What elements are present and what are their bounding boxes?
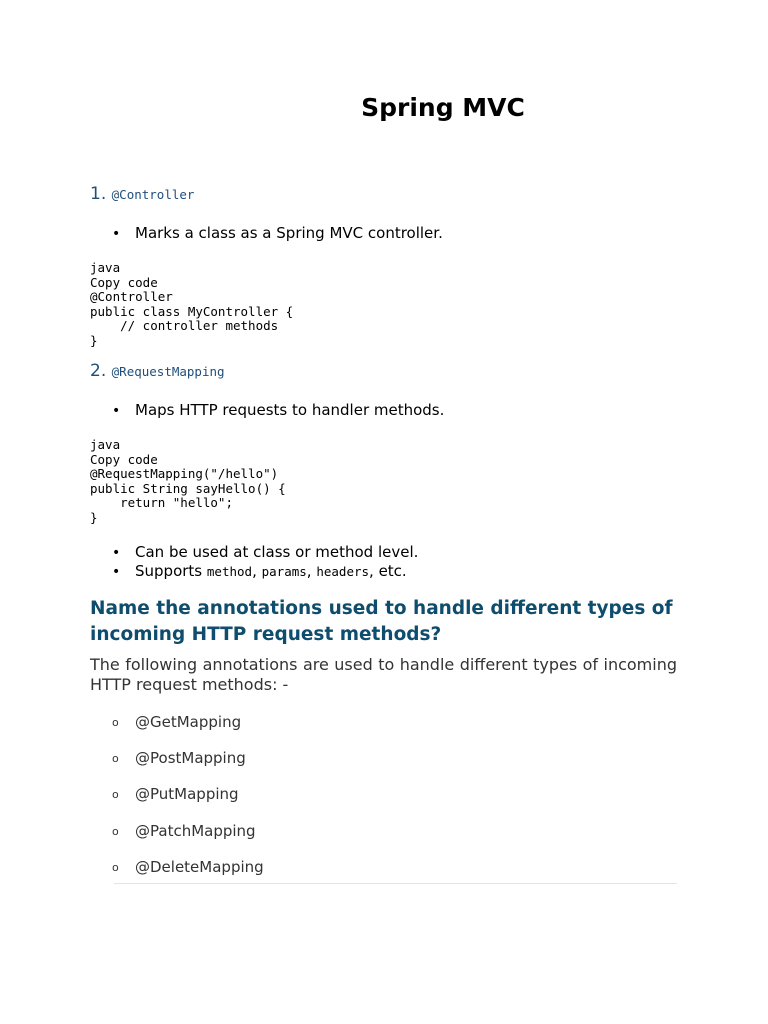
list-item — [112, 821, 256, 843]
bullet-marker: • — [112, 564, 121, 580]
divider — [114, 883, 677, 884]
separator: , — [252, 562, 257, 580]
annotation-put-mapping: @PutMapping — [135, 785, 239, 803]
list-item — [112, 857, 264, 879]
answer-paragraph: The following annotations are used to handle different types of incoming HTTP request methods: - — [90, 655, 677, 694]
list-item — [112, 401, 444, 421]
section-heading-controller — [90, 183, 194, 206]
annotation-get-mapping: @GetMapping — [135, 713, 242, 731]
question-heading: Name the annotations used to handle different types of incoming HTTP request methods? — [90, 598, 673, 645]
annotation-patch-mapping: @PatchMapping — [135, 822, 256, 840]
bullet-text: Can be used at class or method level. — [135, 543, 419, 561]
annotation-delete-mapping: @DeleteMapping — [135, 858, 264, 876]
bullet-marker: • — [112, 403, 121, 419]
annotation-post-mapping: @PostMapping — [135, 749, 246, 767]
section-heading-request-mapping — [90, 360, 225, 383]
list-item — [112, 224, 443, 244]
section-annotation-name: @RequestMapping — [111, 364, 225, 379]
bullet-suffix: , etc. — [369, 562, 407, 580]
attribute-method: method — [206, 564, 253, 579]
bullet-marker: • — [112, 226, 121, 242]
bullet-text-prefix: Supports — [135, 562, 203, 580]
sub-bullet-marker: o — [112, 861, 119, 874]
sub-bullet-marker: o — [112, 752, 119, 765]
list-item — [112, 562, 407, 582]
section-number: 2. — [90, 361, 107, 381]
bullet-marker: • — [112, 545, 121, 561]
bullet-text: Marks a class as a Spring MVC controller. — [135, 224, 443, 242]
code-block-controller: java Copy code @Controller public class MyController { // controller methods } — [90, 260, 294, 348]
list-item — [112, 748, 246, 770]
list-item — [112, 784, 239, 806]
attribute-headers: headers — [316, 564, 370, 579]
sub-bullet-marker: o — [112, 716, 119, 729]
sub-bullet-marker: o — [112, 788, 119, 801]
page-title: Spring MVC — [361, 93, 525, 122]
code-block-request-mapping: java Copy code @RequestMapping("/hello") public String sayHello() { return "hello"; } — [90, 437, 286, 525]
separator: , — [306, 562, 312, 580]
attribute-params: params — [261, 564, 307, 579]
bullet-text: Maps HTTP requests to handler methods. — [135, 401, 445, 419]
list-item — [112, 712, 241, 734]
section-number: 1. — [90, 184, 107, 204]
list-item — [112, 543, 418, 563]
section-annotation-name: @Controller — [111, 187, 195, 202]
sub-bullet-marker: o — [112, 825, 119, 838]
